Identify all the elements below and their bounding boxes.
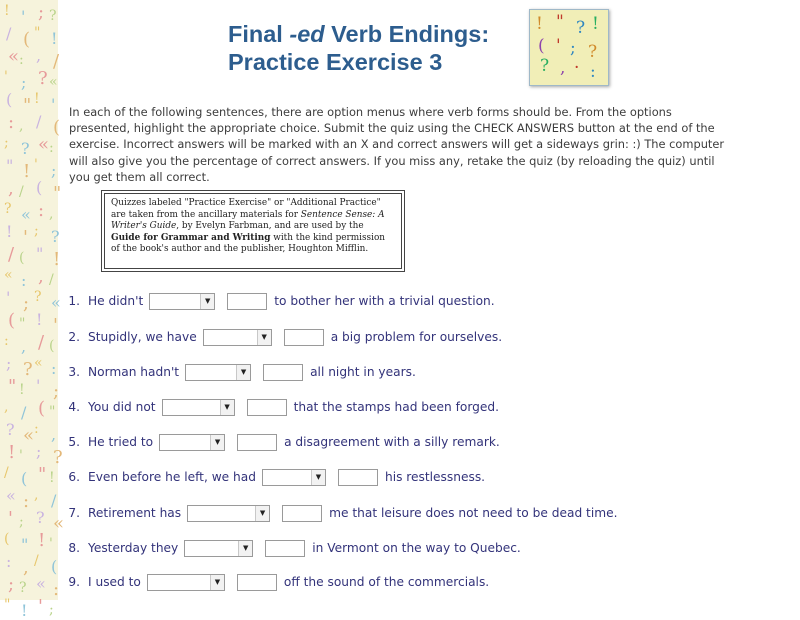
punctuation-glyph: " (8, 376, 17, 397)
punctuation-glyph: " (6, 156, 14, 175)
punctuation-glyph: " (36, 244, 44, 263)
answer-mark-box (284, 329, 324, 346)
punctuation-glyph: ! (6, 222, 13, 241)
punctuation-glyph: ! (36, 310, 43, 329)
question-row (58, 327, 502, 347)
punctuation-glyph: ( (36, 178, 43, 197)
punctuation-glyph: ' (51, 95, 56, 114)
down-arrow-icon[interactable]: ▼ (311, 470, 325, 485)
logo-glyph: ( (538, 36, 545, 56)
punctuation-glyph: ! (51, 29, 58, 48)
punctuation-glyph: : (4, 333, 9, 349)
question-row (58, 467, 485, 487)
decorative-border (0, 0, 65, 620)
sentence-end: a disagreement with a silly remark. (284, 435, 500, 449)
punctuation-glyph: , (19, 118, 24, 134)
punctuation-glyph: ! (38, 530, 46, 551)
punctuation-glyph: , (4, 399, 9, 415)
answer-mark-box (282, 505, 322, 522)
punctuation-glyph: ( (38, 398, 46, 419)
punctuation-glyph: / (36, 112, 42, 131)
punctuation-glyph: ( (49, 338, 55, 354)
sentence-end: that the stamps had been forged. (293, 400, 500, 414)
verb-select[interactable] (162, 399, 235, 416)
logo-glyph: : (590, 62, 596, 82)
punctuation-glyph: « (23, 425, 35, 446)
down-arrow-icon[interactable]: ▼ (200, 294, 214, 309)
punctuation-glyph: , (49, 206, 54, 222)
question-number: 3. (68, 365, 80, 379)
punctuation-glyph: " (34, 25, 41, 41)
punctuation-glyph: ; (34, 223, 39, 239)
sentence-start: I used to (88, 575, 141, 589)
question-row (58, 432, 500, 452)
punctuation-glyph: " (53, 183, 62, 204)
down-arrow-icon[interactable]: ▼ (257, 330, 271, 345)
punctuation-glyph: ( (8, 310, 16, 331)
sentence-end: to bother her with a trivial question. (274, 294, 495, 308)
verb-select[interactable] (185, 364, 251, 381)
punctuation-glyph: / (8, 244, 15, 265)
punctuation-glyph: : (38, 200, 45, 221)
down-arrow-icon[interactable]: ▼ (238, 541, 252, 556)
punctuation-glyph: , (36, 46, 42, 65)
question-row (58, 362, 416, 382)
logo-glyph: ' (556, 36, 561, 56)
punctuation-glyph: , (38, 266, 44, 287)
punctuation-glyph: ? (4, 201, 12, 217)
punctuation-glyph: ( (21, 469, 28, 488)
sentence-end: his restlessness. (384, 470, 486, 484)
punctuation-glyph: ? (21, 139, 30, 158)
punctuation-glyph: : (51, 359, 57, 378)
punctuation-glyph: : (19, 52, 24, 68)
question-row (58, 397, 499, 417)
question-number: 6. (68, 470, 80, 484)
guide-name: Guide for Grammar and Writing (111, 232, 271, 243)
punctuation-glyph: « (6, 486, 16, 505)
verb-select[interactable] (187, 505, 270, 522)
punctuation-glyph: ! (21, 601, 28, 620)
punctuation-glyph: ! (34, 91, 40, 107)
punctuation-glyph: / (51, 491, 57, 510)
punctuation-glyph: ! (19, 382, 25, 398)
punctuation-glyph: ; (4, 135, 9, 151)
punctuation-glyph: ! (23, 161, 31, 182)
punctuation-glyph: ' (19, 448, 23, 464)
sentence-end: in Vermont on the way to Quebec. (312, 541, 521, 555)
punctuation-glyph: ? (6, 420, 15, 439)
punctuation-glyph: " (49, 404, 56, 420)
punctuation-glyph: ! (53, 249, 61, 270)
punctuation-glyph: : (49, 140, 54, 156)
punctuation-glyph: : (21, 271, 27, 290)
punctuation-glyph: ' (4, 69, 8, 85)
answer-mark-box (265, 540, 305, 557)
punctuation-glyph: ; (49, 602, 54, 618)
punctuation-glyph: : (6, 552, 12, 571)
punctuation-glyph: ! (8, 442, 16, 463)
punctuation-glyph: / (21, 403, 27, 422)
punctuation-glyph: / (19, 184, 24, 200)
punctuation-glyph: / (53, 51, 60, 72)
punctuation-glyph: « (38, 134, 50, 155)
question-row (58, 572, 489, 592)
punctuation-glyph: ? (19, 580, 27, 596)
down-arrow-icon[interactable]: ▼ (210, 435, 224, 450)
punctuation-glyph: ' (34, 157, 38, 173)
sentence-end: all night in years. (310, 365, 416, 379)
punctuation-glyph: « (53, 513, 65, 534)
punctuation-glyph: « (49, 74, 58, 90)
punctuation-glyph: , (34, 487, 39, 503)
answer-mark-box (247, 399, 287, 416)
punctuation-glyph: ' (23, 227, 28, 248)
punctuation-glyph: « (8, 46, 20, 67)
question-row (58, 538, 521, 558)
sentence-start: Norman hadn't (88, 365, 180, 379)
logo-glyph: ; (570, 38, 576, 58)
punctuation-logo-icon (529, 9, 609, 86)
punctuation-glyph: " (21, 535, 29, 554)
punctuation-glyph: " (23, 95, 32, 116)
sentence-start: Yesterday they (88, 541, 179, 555)
down-arrow-icon[interactable]: ▼ (210, 575, 224, 590)
punctuation-glyph: , (21, 337, 27, 356)
down-arrow-icon[interactable]: ▼ (236, 365, 250, 380)
logo-glyph: ? (588, 42, 598, 62)
down-arrow-icon[interactable]: ▼ (220, 400, 234, 415)
answer-mark-box (237, 434, 277, 451)
page-title: Final -ed Verb Endings: Practice Exercise 3 (228, 21, 490, 75)
punctuation-glyph: ? (36, 508, 45, 527)
verb-select[interactable] (147, 574, 225, 591)
book-title: Sentence Sense: A Writer's Guide (111, 209, 385, 232)
down-arrow-icon[interactable]: ▼ (255, 506, 269, 521)
question-number: 5. (68, 435, 80, 449)
logo-glyph: ! (536, 14, 543, 34)
punctuation-glyph: « (36, 574, 46, 593)
question-number: 8. (68, 541, 80, 555)
punctuation-glyph: , (8, 178, 14, 199)
logo-glyph: ? (540, 56, 550, 76)
verb-select[interactable] (184, 540, 253, 557)
punctuation-glyph: ' (49, 536, 53, 552)
punctuation-glyph: « (34, 355, 43, 371)
answer-mark-box (237, 574, 277, 591)
logo-glyph: ! (592, 14, 599, 34)
punctuation-glyph: ( (6, 90, 13, 109)
punctuation-glyph: ; (36, 442, 42, 461)
question-number: 9. (68, 575, 80, 589)
punctuation-glyph: / (4, 465, 9, 481)
punctuation-glyph: / (38, 332, 45, 353)
question-row (58, 291, 495, 311)
punctuation-glyph: ; (8, 574, 15, 595)
sentence-start: Retirement has (88, 506, 182, 520)
punctuation-glyph: ( (53, 117, 61, 138)
punctuation-glyph: ; (53, 381, 60, 402)
punctuation-glyph: ? (23, 359, 33, 380)
question-number: 1. (68, 294, 80, 308)
punctuation-glyph: ( (51, 557, 58, 576)
punctuation-glyph: ( (19, 250, 25, 266)
verb-select[interactable] (159, 434, 225, 451)
punctuation-glyph: ! (49, 470, 55, 486)
punctuation-glyph: : (53, 579, 60, 600)
punctuation-glyph: , (23, 557, 29, 578)
punctuation-glyph: « (21, 205, 31, 224)
question-number: 7. (68, 506, 80, 520)
punctuation-glyph: , (51, 425, 57, 444)
punctuation-glyph: ? (49, 8, 57, 24)
sentence-end: off the sound of the commercials. (283, 575, 490, 589)
punctuation-glyph: ' (21, 7, 26, 26)
sentence-end: me that leisure does not need to be dead time. (329, 506, 618, 520)
punctuation-glyph: ' (6, 288, 11, 307)
credit-text: Quizzes labeled "Practice Exercise" or "Additional Practice" are taken from the ancillary materials for Sentence Sense: A Writer's Guide, by Evelyn Farbman, and are used by the Guide for Grammar and Writing with the kind permission of the book's author and the publisher, Houghton Mifflin. (104, 193, 402, 269)
punctuation-glyph: ' (38, 596, 43, 617)
punctuation-glyph: ' (53, 315, 58, 336)
punctuation-glyph: " (4, 597, 11, 613)
punctuation-glyph: « (51, 293, 61, 312)
punctuation-glyph: / (49, 272, 54, 288)
punctuation-glyph: " (19, 316, 26, 332)
sentence-start: Even before he left, we had (88, 470, 256, 484)
answer-mark-box (338, 469, 378, 486)
verb-select[interactable] (262, 469, 326, 486)
question-row (58, 503, 617, 523)
verb-select[interactable] (149, 293, 215, 310)
credit-box (101, 190, 405, 272)
punctuation-glyph: ; (51, 161, 57, 180)
punctuation-glyph: " (38, 464, 47, 485)
punctuation-glyph: : (8, 112, 15, 133)
punctuation-glyph: ; (19, 514, 24, 530)
answer-mark-box (263, 364, 303, 381)
sentence-start: He tried to (88, 435, 154, 449)
punctuation-glyph: : (34, 421, 39, 437)
punctuation-glyph: ; (21, 73, 27, 92)
punctuation-glyph: ! (4, 3, 10, 19)
punctuation-glyph: « (4, 267, 13, 283)
sentence-end: a big problem for ourselves. (330, 330, 503, 344)
sentence-start: You did not (88, 400, 156, 414)
instructions-text: In each of the following sentences, there are option menus where verb forms should be. From the options presented, highlight the appropriate choice. Submit the quiz using the CHECK ANSWERS button at the end of the exercise. Incorrect answers will be marked with an X and correct answers will get a sideways grin: :) The computer will also give you the percentage of correct answers. If you miss any, retake the quiz (by reloading the quiz) until you get them all correct. (69, 105, 725, 184)
punctuation-glyph: ; (38, 2, 45, 23)
punctuation-glyph: ; (23, 293, 30, 314)
punctuation-glyph: ? (38, 68, 48, 89)
punctuation-glyph: ( (23, 29, 31, 50)
logo-glyph: ? (576, 18, 586, 38)
punctuation-glyph: / (6, 24, 12, 43)
punctuation-glyph: ( (4, 531, 10, 547)
logo-glyph: " (556, 12, 564, 32)
punctuation-glyph: / (34, 553, 39, 569)
punctuation-glyph: : (23, 491, 30, 512)
punctuation-glyph: ' (36, 376, 41, 395)
sentence-start: Stupidly, we have (88, 330, 197, 344)
punctuation-glyph: ? (34, 289, 42, 305)
question-number: 4. (68, 400, 80, 414)
punctuation-glyph: ; (6, 354, 12, 373)
logo-glyph: · (574, 58, 580, 78)
question-number: 2. (68, 330, 80, 344)
sentence-start: He didn't (88, 294, 144, 308)
verb-select[interactable] (203, 329, 272, 346)
punctuation-glyph: ? (51, 227, 60, 246)
punctuation-glyph: ' (8, 508, 13, 529)
punctuation-glyph: ? (53, 447, 63, 468)
answer-mark-box (227, 293, 267, 310)
logo-glyph: , (560, 58, 566, 78)
